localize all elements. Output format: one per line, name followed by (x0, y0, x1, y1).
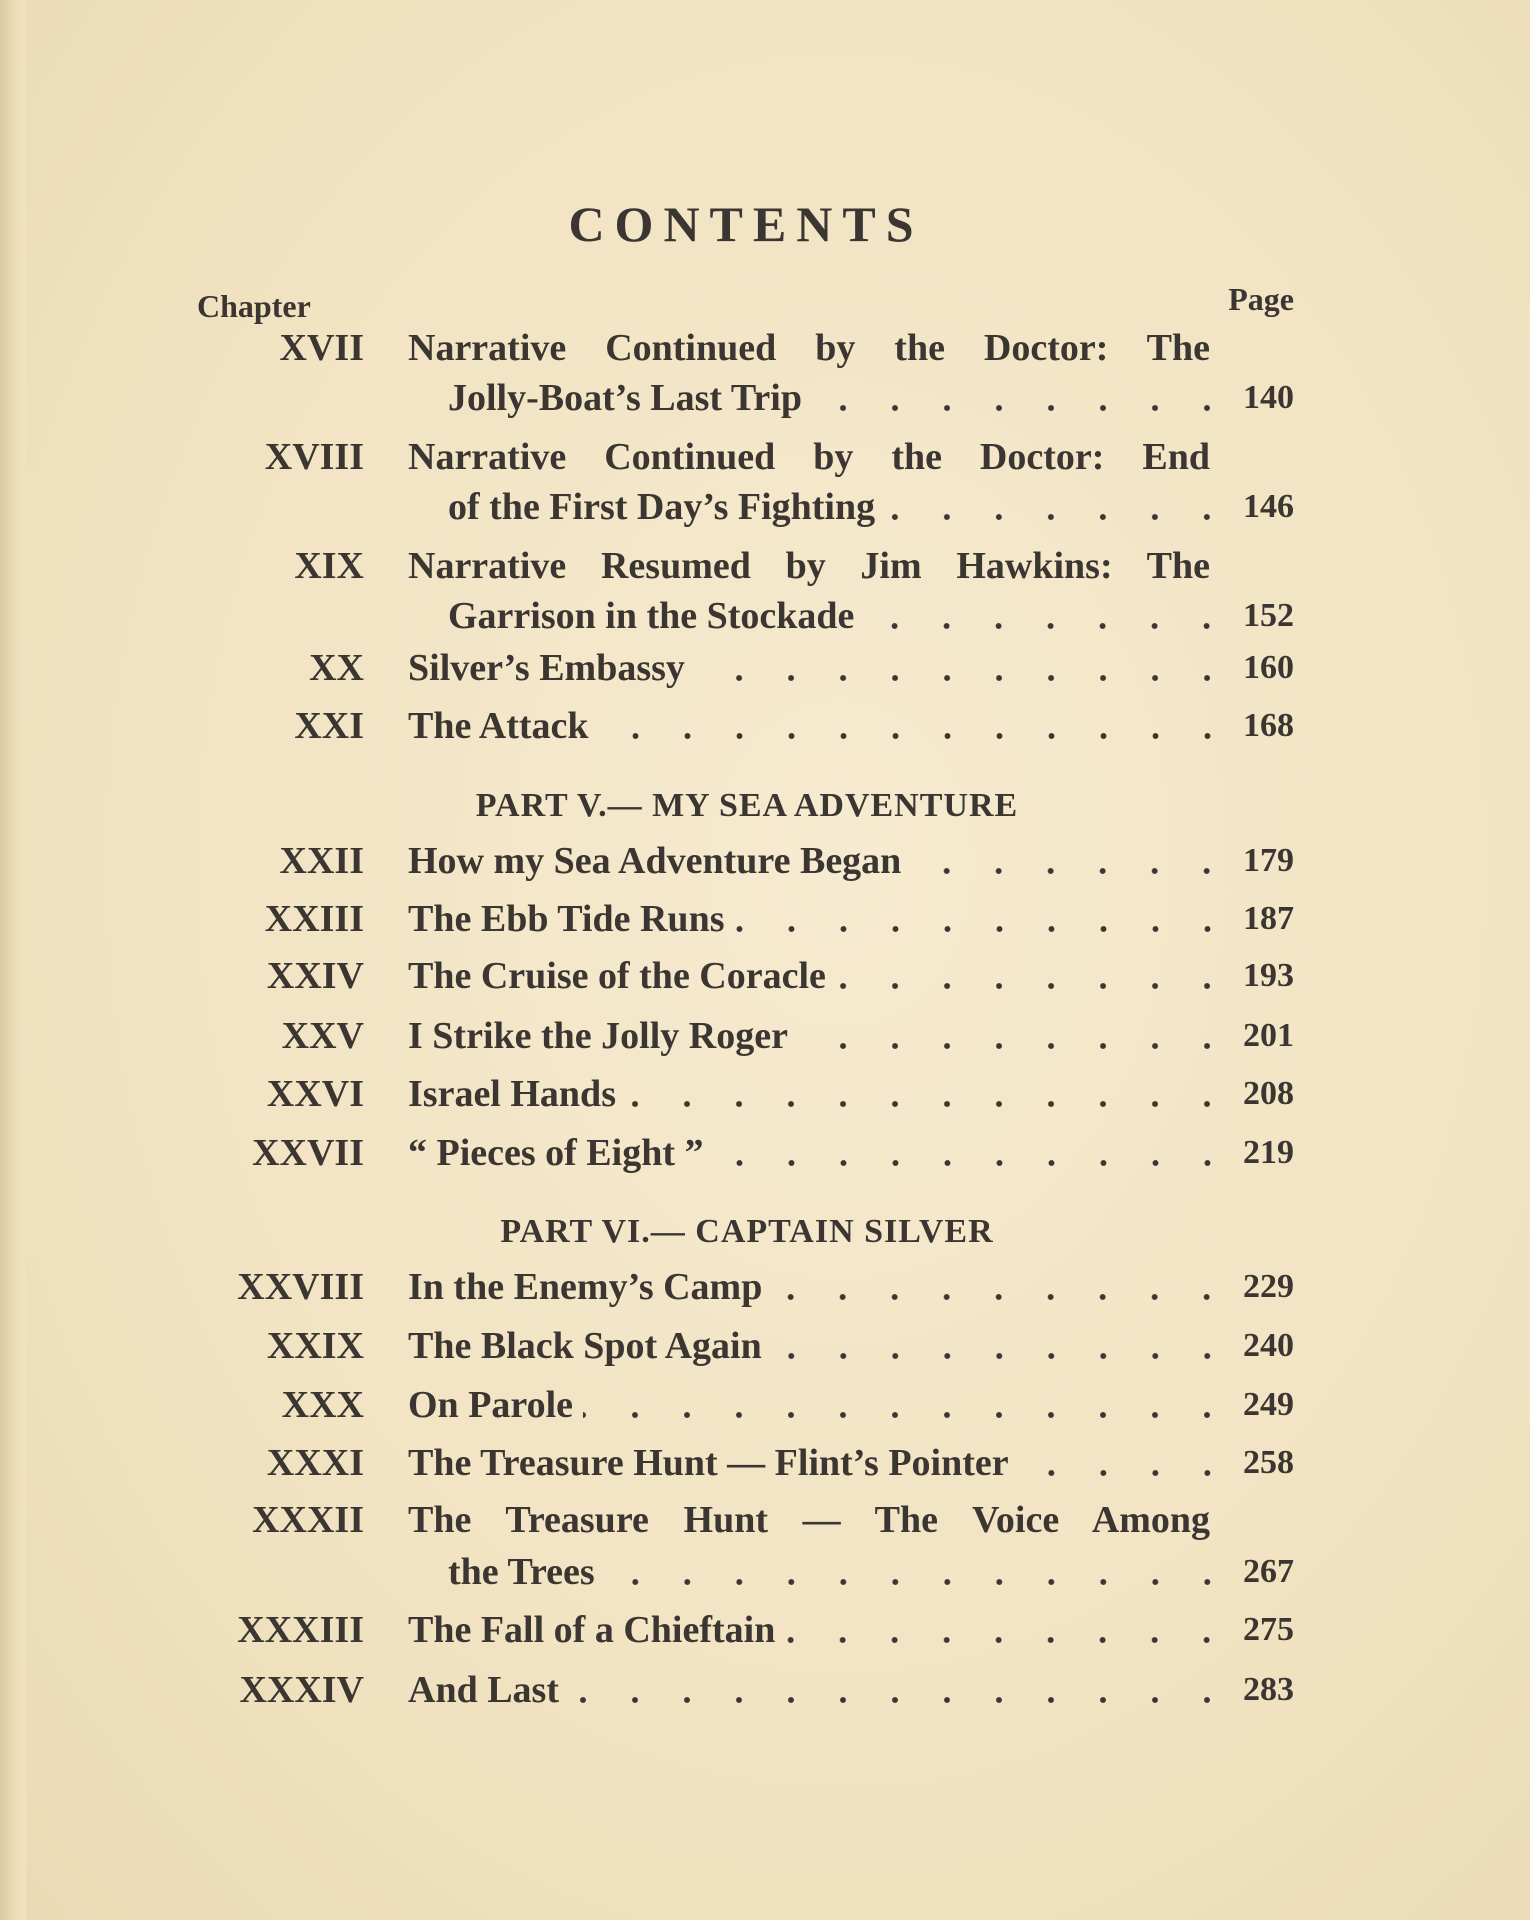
chapter-title-row (408, 1380, 1294, 1430)
page-number: 193 (1243, 957, 1294, 994)
toc-entry[interactable] (0, 951, 1530, 1001)
chapter-title: Silver’s Embassy (408, 647, 685, 689)
dot-leader (1019, 1438, 1233, 1488)
page-column-header: Page (1228, 281, 1294, 317)
toc-entry[interactable] (0, 1069, 1530, 1119)
dot-leader (772, 1321, 1233, 1371)
chapter-title-row (408, 1128, 1294, 1178)
chapter-title-row (408, 836, 1294, 886)
chapter-title: of the First Day’s Fighting (448, 486, 876, 528)
chapter-title-row (408, 1262, 1294, 1312)
chapter-column-header: Chapter (197, 288, 311, 324)
chapter-title-row (448, 373, 1294, 423)
chapter-title: “ Pieces of Eight ” (408, 1132, 704, 1174)
chapter-number: XXVI (266, 1073, 364, 1115)
part-heading: PART V.— MY SEA ADVENTURE (475, 787, 1019, 824)
dot-leader (772, 1262, 1233, 1312)
toc-entry[interactable] (0, 1011, 1530, 1061)
page-number: 258 (1243, 1444, 1294, 1481)
chapter-title: The Black Spot Again (408, 1325, 762, 1367)
toc-entry-continuation[interactable] (0, 373, 1530, 423)
chapter-number: XXIII (264, 898, 364, 940)
page-number: 146 (1243, 488, 1294, 525)
chapter-title-row (408, 1665, 1294, 1715)
page-number: 240 (1243, 1327, 1294, 1364)
chapter-number: XXII (279, 840, 364, 882)
chapter-number: XXVII (252, 1132, 364, 1174)
toc-entry[interactable] (0, 432, 1530, 482)
toc-entry-continuation[interactable] (0, 1547, 1530, 1597)
chapter-number: XXVIII (237, 1266, 364, 1308)
chapter-title-row (408, 701, 1294, 751)
chapter-title: Israel Hands (408, 1073, 616, 1115)
page-number: 275 (1243, 1611, 1294, 1648)
toc-entry[interactable] (0, 1380, 1530, 1430)
chapter-number: XVII (279, 327, 364, 369)
toc-entry[interactable] (0, 1321, 1530, 1371)
page-number: 219 (1243, 1134, 1294, 1171)
dot-leader (785, 1605, 1233, 1655)
dot-leader (599, 701, 1234, 751)
page-number: 160 (1243, 649, 1294, 686)
page-number: 208 (1243, 1075, 1294, 1112)
chapter-number: XIX (294, 545, 364, 587)
toc-entry[interactable] (0, 643, 1530, 693)
chapter-title: The Treasure Hunt — Flint’s Pointer (408, 1442, 1009, 1484)
toc-entry[interactable] (0, 541, 1530, 591)
toc-entry-continuation[interactable] (0, 591, 1530, 641)
dot-leader (714, 1128, 1233, 1178)
chapter-title-row (448, 1547, 1294, 1597)
chapter-title: On Parole (408, 1384, 574, 1426)
chapter-number: XXXII (252, 1499, 364, 1541)
page-number: 152 (1243, 597, 1294, 634)
page-number: 201 (1243, 1017, 1294, 1054)
toc-entry[interactable] (0, 1665, 1530, 1715)
chapter-title-line1: Narrative Continued by the Doctor: The (408, 327, 1210, 369)
dot-leader (626, 1069, 1233, 1119)
chapter-number: XXXI (266, 1442, 364, 1484)
chapter-number: XXX (281, 1384, 364, 1426)
toc-entry-continuation[interactable] (0, 482, 1530, 532)
chapter-title: the Trees (448, 1551, 595, 1593)
chapter-title-line1: Narrative Continued by the Doctor: End (408, 436, 1210, 478)
chapter-title: The Ebb Tide Runs (408, 898, 725, 940)
toc-entry[interactable] (0, 894, 1530, 944)
chapter-title: I Strike the Jolly Roger (408, 1015, 788, 1057)
dot-leader (735, 894, 1234, 944)
chapter-title-line1: Narrative Resumed by Jim Hawkins: The (408, 545, 1210, 587)
part-heading: PART VI.— CAPTAIN SILVER (500, 1213, 994, 1250)
chapter-title: And Last (408, 1669, 559, 1711)
page-number: 140 (1243, 379, 1294, 416)
toc-entry[interactable] (0, 836, 1530, 886)
chapter-number: XXIX (266, 1325, 364, 1367)
toc-entry[interactable] (0, 323, 1530, 373)
chapter-number: XX (309, 647, 364, 689)
chapter-number: XVIII (264, 436, 364, 478)
toc-entry[interactable] (0, 1128, 1530, 1178)
chapter-number: XXXIV (239, 1669, 364, 1711)
toc-entry[interactable] (0, 1262, 1530, 1312)
chapter-title: The Cruise of the Coracle (408, 955, 826, 997)
chapter-title: The Attack (408, 705, 589, 747)
chapter-title-row (408, 894, 1294, 944)
dot-leader (836, 951, 1233, 1001)
chapter-number: XXXIII (237, 1609, 364, 1651)
chapter-title-row (408, 1011, 1294, 1061)
page-number: 267 (1243, 1553, 1294, 1590)
toc-entry[interactable] (0, 1605, 1530, 1655)
dot-leader (864, 591, 1233, 641)
chapter-title-row (448, 482, 1294, 532)
toc-entry[interactable] (0, 1438, 1530, 1488)
toc-entry[interactable] (0, 1495, 1530, 1545)
chapter-title-row (448, 591, 1294, 641)
chapter-title-row (408, 1605, 1294, 1655)
dot-leader (885, 482, 1233, 532)
page-title: CONTENTS (568, 196, 924, 252)
page-number: 249 (1243, 1386, 1294, 1423)
dot-leader (695, 643, 1233, 693)
dot-leader (812, 373, 1233, 423)
chapter-title-line1: The Treasure Hunt — The Voice Among (408, 1499, 1210, 1541)
page-number: 283 (1243, 1671, 1294, 1708)
dot-leader (911, 836, 1233, 886)
chapter-title: In the Enemy’s Camp (408, 1266, 763, 1308)
chapter-title-row (408, 1069, 1294, 1119)
chapter-title-row (408, 1321, 1294, 1371)
page-number: 179 (1243, 842, 1294, 879)
chapter-title: The Fall of a Chieftain (408, 1609, 776, 1651)
dot-leader (605, 1547, 1233, 1597)
chapter-number: XXI (294, 705, 364, 747)
chapter-title-row (408, 951, 1294, 1001)
chapter-title-row (408, 1438, 1294, 1488)
chapter-title-row (408, 643, 1294, 693)
page-number: 187 (1243, 900, 1294, 937)
chapter-title: Garrison in the Stockade (448, 595, 855, 637)
page-number: 168 (1243, 707, 1294, 744)
chapter-title: Jolly-Boat’s Last Trip (448, 377, 802, 419)
dot-leader (798, 1011, 1233, 1061)
chapter-number: XXIV (266, 955, 364, 997)
chapter-title: How my Sea Adventure Began (408, 840, 902, 882)
dot-leader (569, 1665, 1233, 1715)
chapter-number: XXV (281, 1015, 364, 1057)
page-number: 229 (1243, 1268, 1294, 1305)
dot-leader (583, 1380, 1233, 1430)
toc-entry[interactable] (0, 701, 1530, 751)
